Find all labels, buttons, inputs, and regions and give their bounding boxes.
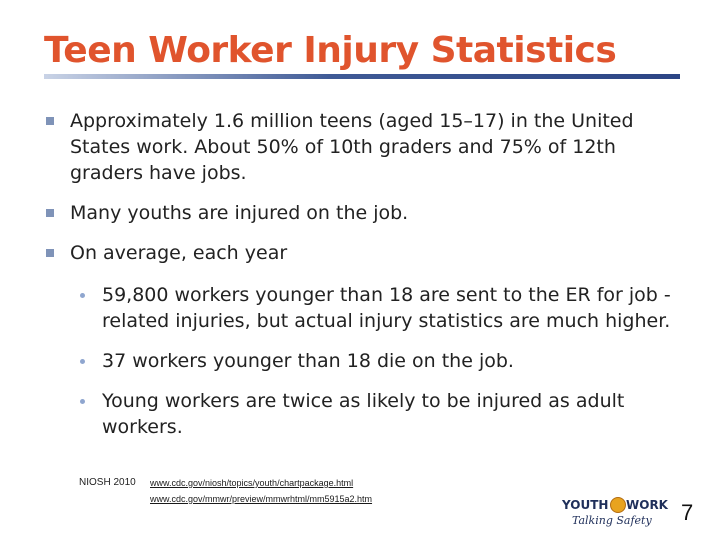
square-bullet-icon — [46, 209, 54, 217]
slide-title: Teen Worker Injury Statistics — [44, 30, 617, 71]
bullet-list — [44, 108, 674, 440]
sub-bullet-er-visits — [44, 282, 674, 334]
logo-word-youth: YOUTH — [562, 498, 609, 512]
bullet-text: On average, each year — [70, 242, 288, 264]
round-bullet-icon — [80, 399, 85, 404]
sub-bullet-twice-likely — [44, 388, 674, 440]
sub-bullet-text: 59,800 workers younger than 18 are sent to the ER for job -related injuries, but actual injury statistics are much higher. — [102, 284, 671, 332]
square-bullet-icon — [46, 249, 54, 257]
page-number: 7 — [681, 500, 694, 525]
bullet-text: Approximately 1.6 million teens (aged 15–17) in the United States work. About 50% of 10th graders and 75% of 12th graders have jobs. — [70, 110, 634, 184]
logo-tagline: Talking Safety — [572, 514, 652, 527]
bullet-item-average — [44, 240, 674, 266]
title-underline — [44, 74, 680, 79]
sub-bullet-deaths — [44, 348, 674, 374]
source-link-mmwr[interactable]: www.cdc.gov/mmwr/preview/mmwrhtml/mm5915a2.htm — [150, 494, 373, 504]
youth-at-work-logo — [560, 497, 668, 531]
round-bullet-icon — [80, 293, 85, 298]
logo-at-icon — [610, 497, 626, 513]
square-bullet-icon — [46, 117, 54, 125]
source-link-chartpackage[interactable]: www.cdc.gov/niosh/topics/youth/chartpackage.html — [150, 478, 354, 488]
logo-word-work: WORK — [626, 498, 668, 512]
bullet-item-injured — [44, 200, 674, 226]
sub-bullet-text: Young workers are twice as likely to be injured as adult workers. — [102, 390, 625, 438]
source-label: NIOSH 2010 — [79, 477, 136, 488]
bullet-text: Many youths are injured on the job. — [70, 202, 409, 224]
round-bullet-icon — [80, 359, 85, 364]
sub-bullet-text: 37 workers younger than 18 die on the job. — [102, 350, 514, 372]
bullet-item-teens-work — [44, 108, 674, 186]
